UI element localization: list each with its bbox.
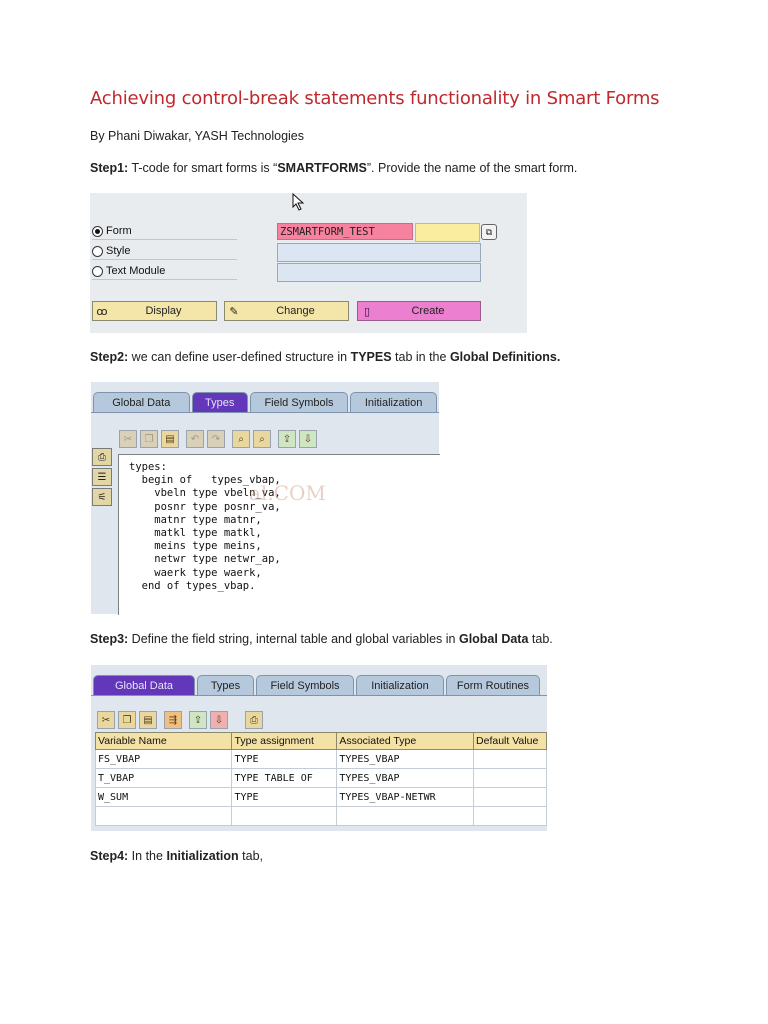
associated-type-cell[interactable]: TYPES_VBAP-NETWR [337,788,474,807]
radio-text-module-label: Text Module [106,265,166,277]
step1-text [90,161,577,175]
tab-global-data[interactable]: Global Data [93,675,195,695]
step3-text-b: tab. [528,632,553,646]
insert-row-icon[interactable]: ⇶ [164,711,182,729]
variable-name-cell[interactable]: FS_VBAP [96,750,232,769]
column-header[interactable]: Type assignment [232,733,337,750]
types-tab-screen [91,382,439,614]
tab-global-data[interactable]: Global Data [93,392,190,412]
tab-types[interactable]: Types [192,392,248,412]
global-data-tab-screen [91,665,547,831]
paste-icon[interactable]: ▤ [161,430,179,448]
step2-bold-a: TYPES [350,350,392,364]
mouse-cursor-icon [292,193,306,211]
step1-text-a: T-code for smart forms is “ [128,161,278,175]
new-document-icon: ▯ [363,305,371,318]
text-module-input[interactable] [277,263,481,282]
download-icon[interactable]: ⇩ [210,711,228,729]
radio-icon [92,266,103,277]
divider [92,259,237,260]
display-button[interactable] [92,301,217,321]
code-editor[interactable] [118,454,440,615]
default-value-cell[interactable] [474,807,547,826]
variable-name-cell[interactable] [96,807,232,826]
table-header-row [96,733,547,750]
find-icon[interactable]: ⌕ [232,430,250,448]
table-toolbar [97,711,263,729]
cut-icon[interactable]: ✂ [119,430,137,448]
step4-label: Step4: [90,849,129,863]
pretty-printer-icon[interactable]: ☰ [92,468,112,486]
step4-text-b: tab, [238,849,263,863]
tab-field-symbols[interactable]: Field Symbols [250,392,349,412]
display-button-label: Display [145,305,182,317]
tab-types[interactable]: Types [197,675,254,695]
step3-bold: Global Data [458,632,529,646]
copy-icon[interactable]: ❐ [118,711,136,729]
associated-type-cell[interactable] [337,807,474,826]
radio-style-label: Style [106,245,131,257]
step3-text-a: Define the field string, internal table and global variables in [128,632,459,646]
step1-bold: SMARTFORMS [277,161,367,175]
radio-selected-icon [92,226,103,237]
open-window-icon[interactable]: ⧉ [481,224,497,240]
tab-initialization[interactable]: Initialization [356,675,444,695]
associated-type-cell[interactable]: TYPES_VBAP [337,750,474,769]
default-value-cell[interactable] [474,769,547,788]
create-button-label: Create [411,305,445,317]
divider [92,279,237,280]
step2-text-b: tab in the [391,350,450,364]
abap-code: types: begin of types_vbap, vbeln type vbeln_va, posnr type posnr_va, matnr type matnr, matkl type matkl, meins type meins, netwr type netwr_ap, waerk type waerk, end of types_vbap. [129,461,281,592]
change-button-label: Change [276,305,315,317]
radio-style[interactable] [92,245,130,257]
column-header[interactable]: Variable Name [96,733,232,750]
tab-divider [91,695,547,696]
structure-icon[interactable]: ⚟ [92,488,112,506]
tab-initialization[interactable]: Initialization [350,392,437,412]
watermark: al.COM [249,481,326,505]
paste-icon[interactable]: ▤ [139,711,157,729]
redo-icon[interactable]: ↷ [207,430,225,448]
form-name-extension-field[interactable] [415,223,480,242]
global-data-table [95,732,547,826]
pattern-icon[interactable]: ⎙ [92,448,112,466]
step2-label: Step2: [90,350,129,364]
step2-bold-b: Global Definitions. [449,350,561,364]
default-value-cell[interactable] [474,788,547,807]
cut-icon[interactable]: ✂ [97,711,115,729]
step3-text [90,632,553,646]
table-row [96,769,547,788]
create-button[interactable] [357,301,481,321]
type-assignment-cell[interactable]: TYPE [232,788,337,807]
type-assignment-cell[interactable]: TYPE [232,750,337,769]
form-name-input[interactable]: ZSMARTFORM_TEST [277,223,413,240]
copy-icon[interactable]: ❐ [140,430,158,448]
upload-icon[interactable]: ⇪ [278,430,296,448]
download-icon[interactable]: ⇩ [299,430,317,448]
table-row [96,750,547,769]
step1-text-b: ”. Provide the name of the smart form. [366,161,578,175]
type-assignment-cell[interactable] [232,807,337,826]
style-input[interactable] [277,243,481,262]
step3-label: Step3: [90,632,129,646]
glasses-icon: ꝏ [96,305,108,318]
tab-strip [91,665,547,695]
radio-form-label: Form [106,225,132,237]
step2-text [90,350,560,364]
pattern-icon[interactable]: ⎙ [245,711,263,729]
divider [92,239,237,240]
step1-label: Step1: [90,161,129,175]
page-title: Achieving control-break statements functionality in Smart Forms [90,88,660,109]
variable-name-cell[interactable]: W_SUM [96,788,232,807]
column-header[interactable]: Default Value [474,733,547,750]
find-next-icon[interactable]: ⌕ [253,430,271,448]
radio-form[interactable] [92,225,132,237]
column-header[interactable]: Associated Type [337,733,474,750]
radio-icon [92,246,103,257]
table-row [96,788,547,807]
step4-text-a: In the [128,849,167,863]
type-assignment-cell[interactable]: TYPE TABLE OF [232,769,337,788]
table-row [96,807,547,826]
step2-text-a: we can define user-defined structure in [128,350,351,364]
default-value-cell[interactable] [474,750,547,769]
smartforms-initial-screen [90,193,527,333]
pencil-icon: ✎ [229,305,239,318]
tab-strip [91,382,439,412]
tab-field-symbols[interactable]: Field Symbols [256,675,354,695]
step4-bold: Initialization [166,849,239,863]
associated-type-cell[interactable]: TYPES_VBAP [337,769,474,788]
editor-toolbar [119,430,317,448]
step4-text [90,849,263,863]
tab-divider [91,412,439,413]
undo-icon[interactable]: ↶ [186,430,204,448]
upload-icon[interactable]: ⇪ [189,711,207,729]
variable-name-cell[interactable]: T_VBAP [96,769,232,788]
byline: By Phani Diwakar, YASH Technologies [90,129,305,143]
tab-form-routines[interactable]: Form Routines [446,675,540,695]
radio-text-module[interactable] [92,265,165,277]
change-button[interactable] [224,301,349,321]
